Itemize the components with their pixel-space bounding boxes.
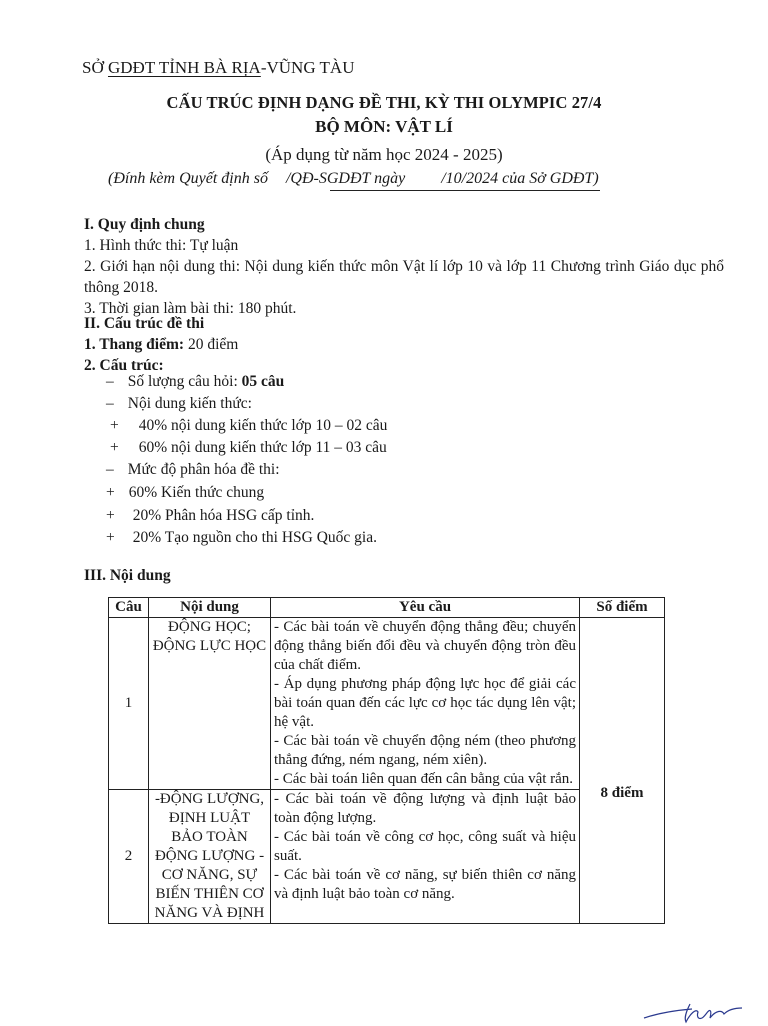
scale-line: 1. Thang điểm: 20 điểm (84, 336, 239, 353)
handwritten-signature (640, 1000, 750, 1026)
attachment-note: (Đính kèm Quyết định số /QĐ-SGDĐT ngày /10/2024 của Sở GDĐT) (108, 170, 599, 188)
apply-note: (Áp dụng từ năm học 2024 - 2025) (265, 145, 503, 164)
question-requirements (271, 790, 580, 924)
score-cell: 8 điểm (580, 618, 665, 924)
department-name: SỞ GDĐT TỈNH BÀ RỊA-VŨNG TÀU (82, 58, 355, 77)
level-item: + 20% Tạo nguồn cho thi HSG Quốc gia. (106, 529, 377, 546)
requirement-item: - Các bài toán liên quan đến cân bằng của vật rắn. (274, 771, 574, 787)
header-requirements: Yêu cầu (271, 598, 580, 618)
requirement-item: - Áp dụng phương pháp động lực học để giải các bài toán quan đến các lực cơ học tác dụng lên vật; hệ vật. (274, 676, 576, 730)
table-row (109, 618, 665, 790)
question-number: 1 (109, 618, 149, 790)
section-general (84, 214, 724, 319)
general-item: 2. Giới hạn nội dung thi: Nội dung kiến thức môn Vật lí lớp 10 và lớp 11 Chương trình Giáo dục phổ thông 2018. (84, 258, 724, 296)
question-requirements (271, 618, 580, 790)
general-item: 3. Thời gian làm bài thi: 180 phút. (84, 300, 297, 317)
section-heading: I. Quy định chung (84, 216, 205, 233)
content-label-line: – Nội dung kiến thức: (106, 395, 252, 412)
question-content: -ĐỘNG LƯỢNG, ĐỊNH LUẬT BẢO TOÀN ĐỘNG LƯỢNG - CƠ NĂNG, SỰ BIẾN THIÊN CƠ NĂNG VÀ ĐỊNH (149, 790, 271, 924)
level-label-line: – Mức độ phân hóa đề thi: (106, 461, 280, 478)
level-item: + 20% Phân hóa HSG cấp tỉnh. (106, 507, 315, 524)
decision-number-underline (330, 190, 600, 191)
content-table (108, 597, 665, 924)
level-item: + 60% Kiến thức chung (106, 484, 265, 501)
requirement-item: - Các bài toán về động lượng và định luật bảo toàn động lượng. (274, 791, 576, 826)
requirement-item: - Các bài toán về chuyển động ném (theo phương thẳng đứng, ném ngang, ném xiên). (274, 733, 576, 768)
question-count-line: – Số lượng câu hỏi: 05 câu (106, 373, 285, 390)
signature-stroke (644, 1004, 742, 1022)
header-content: Nội dung (149, 598, 271, 618)
table-header-row (109, 598, 665, 618)
header-score: Số điểm (580, 598, 665, 618)
general-item: 1. Hình thức thi: Tự luận (84, 237, 239, 254)
requirement-item: - Các bài toán về cơ năng, sự biến thiên cơ năng và định luật bảo toàn cơ năng. (274, 867, 576, 902)
content-item: + 60% nội dung kiến thức lớp 11 – 03 câu (110, 439, 387, 456)
structure-label: 2. Cấu trúc: (84, 357, 164, 374)
header-question: Câu (109, 598, 149, 618)
requirement-item: - Các bài toán về chuyển động thẳng đều; chuyển động thẳng biến đổi đều và chuyển động tròn đều của chất điểm. (274, 619, 576, 673)
section-content-heading: III. Nội dung (84, 567, 171, 584)
requirement-item: - Các bài toán về công cơ học, công suất và hiệu suất. (274, 829, 576, 864)
subject-title: BỘ MÔN: VẬT LÍ (315, 117, 453, 136)
section-structure (84, 313, 724, 376)
question-content: ĐỘNG HỌC; ĐỘNG LỰC HỌC (149, 618, 271, 790)
question-number: 2 (109, 790, 149, 924)
document-title: CẤU TRÚC ĐỊNH DẠNG ĐỀ THI, KỲ THI OLYMPIC 27/4 (166, 93, 602, 112)
section-heading: II. Cấu trúc đề thi (84, 315, 205, 332)
content-item: + 40% nội dung kiến thức lớp 10 – 02 câu (110, 417, 388, 434)
